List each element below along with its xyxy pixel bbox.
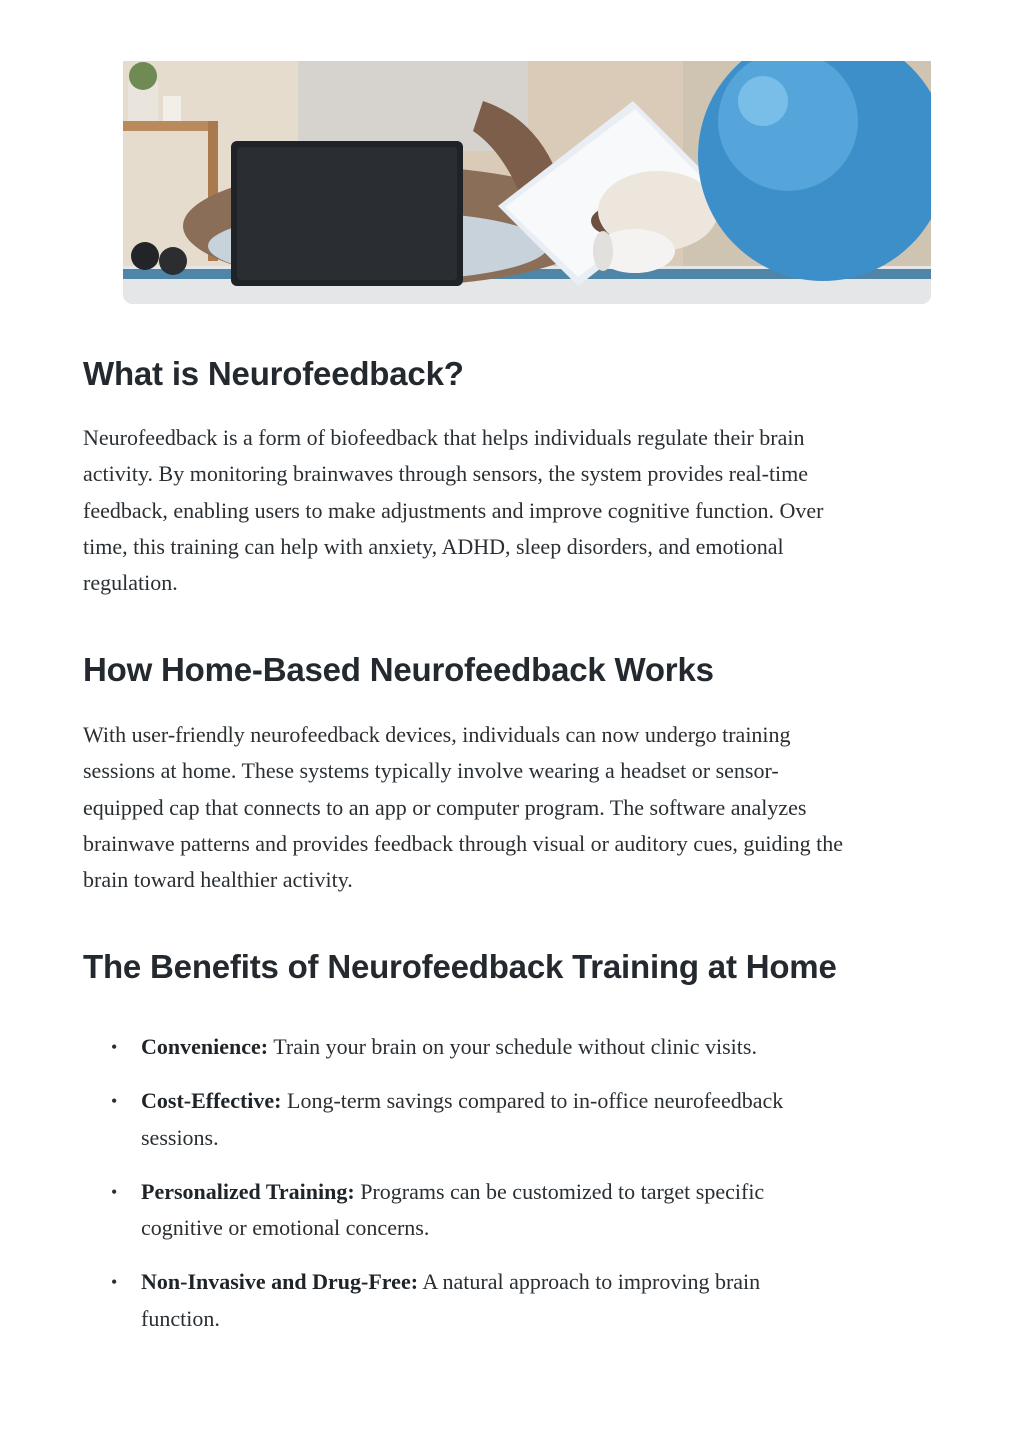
benefit-text: A natural approach to improving brain	[418, 1269, 761, 1295]
section-heading-how-it-works: How Home-Based Neurofeedback Works	[83, 651, 714, 688]
list-item	[83, 1264, 983, 1337]
paragraph-line: activity. By monitoring brainwaves through sensors, the system provides real-time	[83, 461, 809, 487]
paragraph-line: brain toward healthier activity.	[83, 867, 353, 893]
section-paragraph-how-it-works	[83, 717, 843, 898]
paragraph-line: equipped cap that connects to an app or computer program. The software analyzes	[83, 794, 807, 820]
benefit-text: Train your brain on your schedule without clinic visits.	[268, 1034, 757, 1059]
bullet-icon: •	[111, 1091, 118, 1112]
benefit-text-continued: function.	[141, 1305, 220, 1331]
section-paragraph-what-is	[83, 420, 823, 601]
section-heading-benefits: The Benefits of Neurofeedback Training at Home	[83, 948, 837, 985]
benefits-list	[83, 1029, 983, 1355]
paragraph-line: feedback, enabling users to make adjustments and improve cognitive function. Over	[83, 497, 824, 523]
benefit-label: Convenience:	[141, 1034, 269, 1059]
paragraph-line: time, this training can help with anxiety, ADHD, sleep disorders, and emotional	[83, 533, 784, 559]
paragraph-line: With user-friendly neurofeedback devices, individuals can now undergo training	[83, 722, 791, 747]
person-with-laptop-and-exercise-ball-photo	[123, 61, 931, 304]
benefit-label: Personalized Training:	[141, 1178, 355, 1204]
paragraph-line: brainwave patterns and provides feedback through visual or auditory cues, guiding the	[83, 830, 843, 856]
benefit-text: Long-term savings compared to in-office neurofeedback	[281, 1088, 784, 1114]
bullet-icon: •	[111, 1272, 118, 1293]
benefit-text: Programs can be customized to target specific	[354, 1178, 765, 1204]
benefit-label: Cost-Effective:	[141, 1088, 282, 1114]
paragraph-line: sessions at home. These systems typically involve wearing a headset or sensor-	[83, 758, 779, 784]
benefit-text-continued: sessions.	[141, 1124, 219, 1150]
paragraph-line: regulation.	[83, 570, 178, 596]
list-item	[83, 1083, 983, 1156]
list-item	[83, 1029, 983, 1065]
hero-image	[123, 61, 931, 304]
benefit-label: Non-Invasive and Drug-Free:	[141, 1269, 419, 1295]
bullet-icon: •	[111, 1181, 118, 1202]
bullet-icon: •	[111, 1037, 118, 1057]
paragraph-line: Neurofeedback is a form of biofeedback that helps individuals regulate their brain	[83, 425, 805, 450]
benefit-text-continued: cognitive or emotional concerns.	[141, 1215, 430, 1241]
section-heading-what-is: What is Neurofeedback?	[83, 355, 464, 392]
list-item	[83, 1174, 983, 1247]
